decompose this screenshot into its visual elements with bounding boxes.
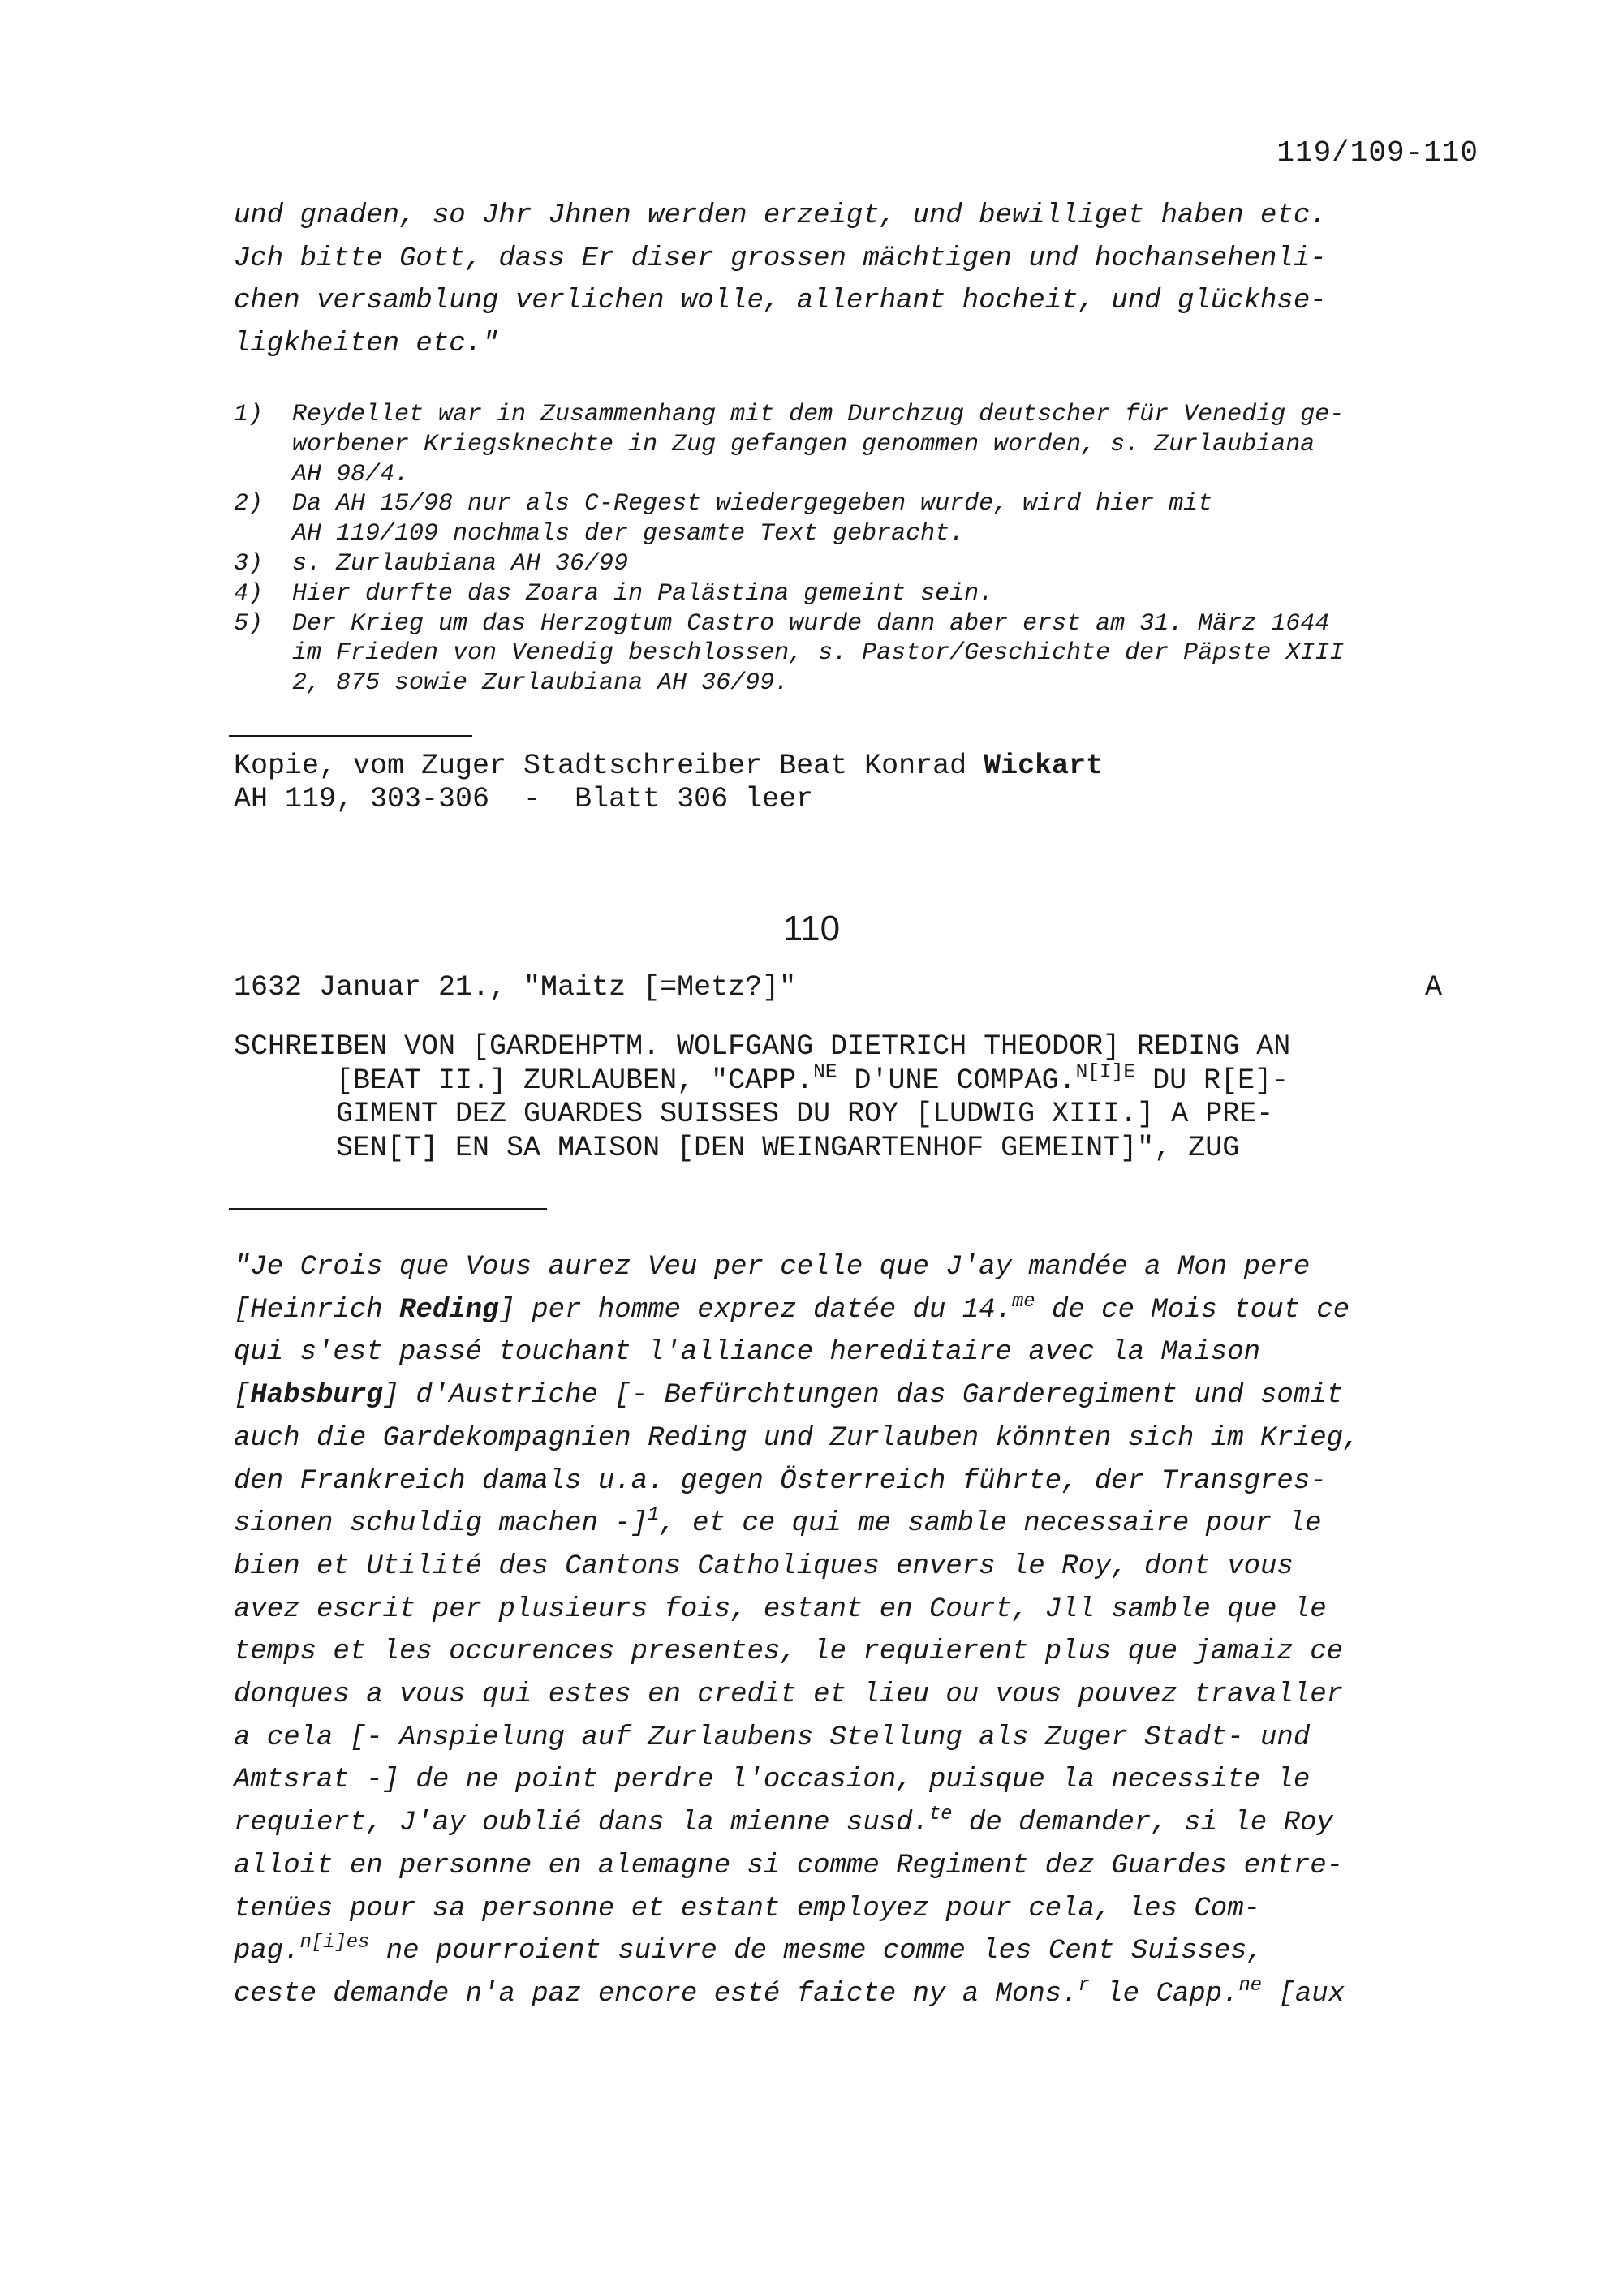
heading-line: SEN[T] EN SA MAISON [DEN WEINGARTENHOF GEMEINT]", ZUG — [234, 1131, 1240, 1164]
text-line: tenües pour sa personne et estant employez pour cela, les Com- — [234, 1893, 1261, 1924]
footnote-continuation — [234, 669, 1500, 699]
heading-line: SCHREIBEN VON [GARDEHPTM. WOLFGANG DIETRICH THEODOR] REDING AN — [234, 1030, 1291, 1063]
section-divider — [229, 735, 472, 737]
text-line: [Heinrich Reding] per homme exprez datée du 14.$^{me}$ de ce Mois tout ce — [234, 1290, 1350, 1326]
text-line: bien et Utilité des Cantons Catholiques envers le Roy, dont vous — [234, 1550, 1294, 1582]
document-number: 110 — [782, 909, 841, 948]
intro-text — [234, 195, 1500, 365]
text-line: ceste demande n'a paz encore esté faicte ny a Mons.$^r$ le Capp.$^{ne}$ [aux — [234, 1974, 1345, 2010]
footnote-number: 2) — [234, 490, 264, 518]
footnote-text: AH 119/109 nochmals der gesamte Text gebracht. — [292, 520, 965, 548]
source-note — [234, 750, 1103, 816]
source-line: AH 119, 303-306 - Blatt 306 leer — [234, 783, 814, 815]
heading-divider — [229, 1208, 547, 1210]
text-line: pag.$^{n[i]es}$ ne pourroient suivre de mesme comme les Cent Suisses, — [234, 1932, 1264, 1967]
text-line: donques a vous qui estes en credit et lieu ou vous pouvez travaller — [234, 1679, 1344, 1711]
footnote-text: s. Zurlaubiana AH 36/99 — [292, 549, 629, 578]
footnote — [234, 489, 1500, 519]
footnote — [234, 400, 1500, 430]
text-line: [Habsburg] d'Austriche [- Befürchtungen das Garderegiment und somit — [234, 1380, 1344, 1412]
footnote — [234, 609, 1500, 639]
footnote-continuation — [234, 638, 1500, 669]
text-line: avez escrit per plusieurs fois, estant en Court, Jll samble que le — [234, 1593, 1327, 1625]
footnote-reference: 1 — [648, 1504, 660, 1527]
footnote-text: Da AH 15/98 nur als C-Regest wiedergegeben wurde, wird hier mit — [292, 490, 1213, 518]
heading-line: [BEAT II.] ZURLAUBEN, "CAPP.$^{NE}$ D'UNE COMPAG.$^{N[I]E}$ DU R[E]- — [234, 1061, 1289, 1097]
footnote-text: Reydellet war in Zusammenhang mit dem Durchzug deutscher für Venedig ge- — [292, 401, 1345, 428]
text-line: Jch bitte Gott, dass Er diser grossen mächtigen und hochansehenli- — [234, 243, 1327, 274]
letter-text — [234, 1246, 1516, 2016]
footnote-text: Der Krieg um das Herzogtum Castro wurde dann aber erst am 31. März 1644 — [292, 609, 1330, 638]
heading-line: GIMENT DEZ GUARDES SUISSES DU ROY [LUDWIG XIII.] A PRE- — [234, 1098, 1274, 1130]
text-line: den Frankreich damals u.a. gegen Österreich führte, der Transgres- — [234, 1465, 1327, 1497]
text-line: a cela [- Anspielung auf Zurlaubens Stellung als Zuger Stadt- und — [234, 1722, 1311, 1753]
text-line: requiert, J'ay oublié dans la mienne susd.$^{te}$ de demander, si le Roy — [234, 1804, 1333, 1839]
text-line: auch die Gardekompagnien Reding und Zurlauben könnten sich im Krieg, — [234, 1422, 1360, 1454]
footnote — [234, 579, 1500, 609]
footnote-number: 5) — [234, 609, 264, 638]
text-line: Amtsrat -] de ne point perdre l'occasion, puisque la necessite le — [234, 1765, 1311, 1796]
footnote-number: 1) — [234, 401, 264, 428]
footnote — [234, 549, 1500, 579]
footnote-continuation — [234, 460, 1500, 490]
page-reference: 119/109-110 — [1276, 136, 1479, 170]
footnote-number: 4) — [234, 579, 264, 608]
footnote-text: AH 98/4. — [292, 460, 410, 488]
source-name-bold: Wickart — [984, 750, 1104, 782]
source-text: Kopie, vom Zuger Stadtschreiber Beat Konrad — [234, 750, 984, 782]
footnote-continuation — [234, 430, 1500, 460]
footnotes — [234, 400, 1500, 699]
footnote-text: Hier durfte das Zoara in Palästina gemeint sein. — [292, 579, 994, 608]
source-line — [234, 750, 1103, 783]
footnote-text: 2, 875 sowie Zurlaubiana AH 36/99. — [292, 669, 790, 698]
footnote-text: worbener Kriegsknechte in Zug gefangen genommen worden, s. Zurlaubiana — [292, 430, 1315, 458]
text-line: sionen schuldig machen -]$^1$, et ce qui me samble necessaire pour le — [234, 1504, 1322, 1540]
text-line: "Je Crois que Vous aurez Veu per celle que J'ay mandée a Mon pere — [234, 1252, 1311, 1283]
text-line: alloit en personne en alemagne si comme Regiment dez Guardes entre- — [234, 1850, 1344, 1881]
footnote-continuation — [234, 519, 1500, 549]
document-marker: A — [1425, 971, 1443, 1004]
text-line: temps et les occurences presentes, le requierent plus que jamaiz ce — [234, 1636, 1344, 1668]
footnote-text: im Frieden von Venedig beschlossen, s. Pastor/Geschichte der Päpste XIII — [292, 639, 1345, 668]
text-line: ligkheiten etc." — [234, 328, 499, 359]
text-line: und gnaden, so Jhr Jhnen werden erzeigt, und bewilliget haben etc. — [234, 200, 1327, 231]
footnote-number: 3) — [234, 549, 264, 578]
document-heading — [234, 1030, 1290, 1165]
text-line: qui s'est passé touchant l'alliance hereditaire avec la Maison — [234, 1337, 1261, 1369]
text-line: chen versamblung verlichen wolle, allerhant hocheit, und glückhse- — [234, 286, 1327, 316]
document-dateline: 1632 Januar 21., "Maitz [=Metz?]" — [234, 971, 797, 1004]
